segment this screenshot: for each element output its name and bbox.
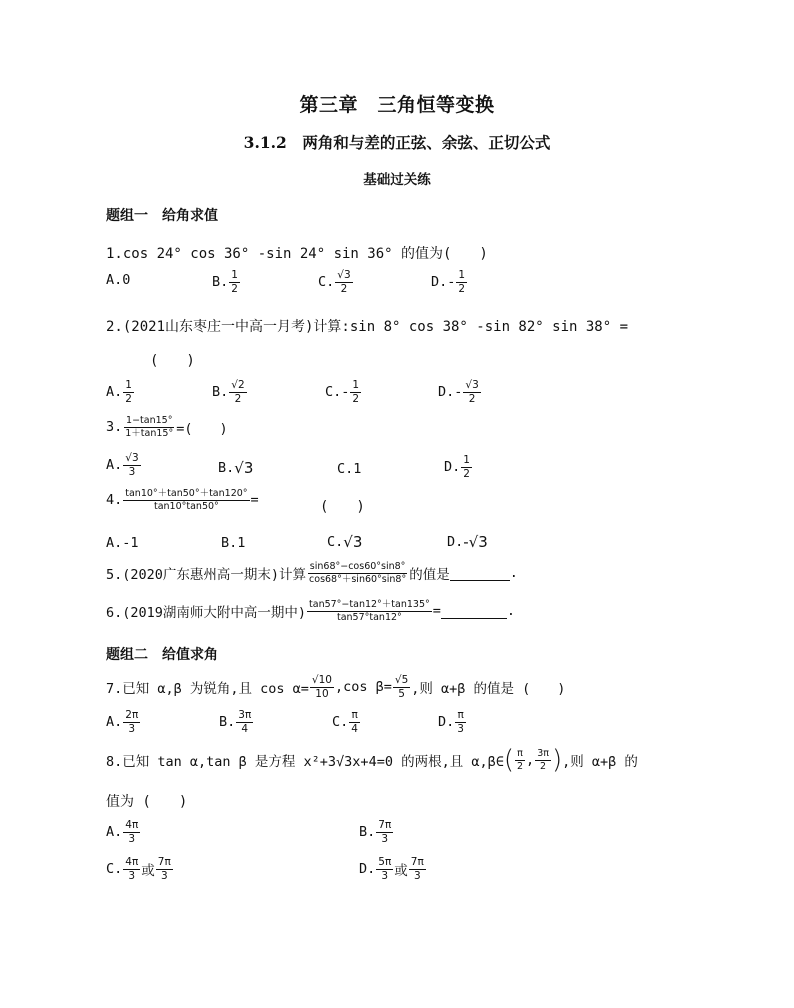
fraction: $\frac{√2}{2}$ — [231, 379, 245, 405]
question-8-line2: 值为 ( ) — [106, 794, 188, 810]
chapter-title: 第三章 三角恒等变换 — [299, 94, 495, 116]
q3-option-d: D. $\frac{1}{2}$ — [444, 454, 470, 480]
question-5-stem: 5.(2020广东惠州高一期末)计算 $\frac{\sin 68^\circ-\cos 60^\circ\sin 8^\circ}{\cos 68^\circ+\sin 60^\circ\sin 8^\circ}$ 的值是 . — [106, 561, 518, 585]
fraction: $\frac{5\pi}{3}$ — [378, 856, 392, 882]
fraction: $\frac{1}{2}$ — [352, 379, 360, 405]
q2-option-a: A. $\frac{1}{2}$ — [106, 379, 132, 405]
q2-option-c: C. - $\frac{1}{2}$ — [325, 379, 360, 405]
fraction: $\frac{√10}{10}$ — [311, 674, 332, 700]
section-title: 3.1.2 两角和与差的正弦、余弦、正切公式 — [243, 133, 551, 152]
fraction: $\frac{\pi}{3}$ — [457, 709, 464, 735]
q2-option-b: B. $\frac{√2}{2}$ — [212, 379, 245, 405]
question-2-stem: 2.(2021山东枣庄一中高一月考)计算:sin 8° cos 38° -sin 82° sin 38° = — [106, 319, 629, 335]
q3-option-a: A. $\frac{√3}{3}$ — [106, 452, 139, 478]
q1-option-c: C. $\frac{√3}{2}$ — [318, 269, 351, 295]
fraction: $\frac{4\pi}{3}$ — [125, 819, 139, 845]
question-1-stem: 1.cos 24° cos 36° -sin 24° sin 36° 的值为( ) — [106, 246, 488, 262]
q1-option-d: D. - $\frac{1}{2}$ — [431, 269, 466, 295]
fraction: $\frac{\tan 10^\circ+\tan 50^\circ+\tan 120^\circ}{\tan 10^\circ\tan 50^\circ}$ — [125, 488, 248, 512]
q8-option-d: D. $\frac{5\pi}{3}$ 或 $\frac{7\pi}{3}$ — [359, 856, 424, 882]
fraction: $\frac{3\pi}{2}$ — [537, 748, 549, 772]
fraction: $\frac{1}{2}$ — [463, 454, 470, 480]
answer-blank[interactable] — [450, 566, 510, 581]
question-4-stem: 4. $\frac{\tan 10^\circ+\tan 50^\circ+\tan 120^\circ}{\tan 10^\circ\tan 50^\circ}$ = — [106, 488, 259, 512]
q1-option-b: B. $\frac{1}{2}$ — [212, 269, 238, 295]
q3-option-c: C. 1 — [337, 461, 362, 477]
q7-option-a: A. $\frac{2\pi}{3}$ — [106, 709, 139, 735]
fraction: $\frac{4\pi}{3}$ — [125, 856, 139, 882]
q4-option-d: D. -√3 — [447, 533, 488, 551]
fraction: $\frac{7\pi}{3}$ — [378, 819, 392, 845]
q3-option-b: B. √3 — [218, 459, 254, 477]
question-6-stem: 6.(2019湖南师大附中高一期中) $\frac{\tan 57^\circ-\tan 12^\circ+\tan 135^\circ}{\tan 57^\circ\tan 12^\circ}$ = . — [106, 599, 516, 623]
fraction: $\frac{√3}{2}$ — [337, 269, 351, 295]
question-3-stem: 3. $\frac{1-\tan 15^\circ}{1+\tan 15^\circ}$ =( ) — [106, 415, 228, 439]
question-2-paren: ( ) — [150, 353, 195, 369]
fraction: $\frac{\pi}{2}$ — [517, 748, 524, 772]
answer-blank[interactable] — [441, 604, 507, 619]
fraction: $\frac{\tan 57^\circ-\tan 12^\circ+\tan 135^\circ}{\tan 57^\circ\tan 12^\circ}$ — [309, 599, 430, 623]
q8-option-a: A. $\frac{4\pi}{3}$ — [106, 819, 139, 845]
fraction: $\frac{1-\tan 15^\circ}{1+\tan 15^\circ}$ — [125, 415, 174, 439]
fraction: $\frac{7\pi}{3}$ — [410, 856, 424, 882]
group-title-2: 题组二 给值求角 — [106, 647, 218, 663]
q1-option-a: A. 0 — [106, 272, 131, 288]
fraction: $\frac{3\pi}{4}$ — [238, 709, 252, 735]
question-8-stem: 8.已知 tan α,tan β 是方程 x²+3√3x+4=0 的两根,且 α,β∈ ( $\frac{\pi}{2}$ , $\frac{3\pi}{2}$ ) ,则 α+β 的 — [106, 745, 638, 775]
group-title-1: 题组一 给角求值 — [106, 208, 218, 224]
subtitle: 基础过关练 — [363, 172, 431, 188]
question-4-paren: ( ) — [320, 499, 365, 515]
fraction: $\frac{2\pi}{3}$ — [125, 709, 139, 735]
fraction: $\frac{√3}{3}$ — [125, 452, 139, 478]
fraction: $\frac{1}{2}$ — [458, 269, 466, 295]
q7-option-c: C. $\frac{\pi}{4}$ — [332, 709, 358, 735]
fraction: $\frac{7\pi}{3}$ — [157, 856, 171, 882]
fraction: $\frac{1}{2}$ — [231, 269, 238, 295]
question-7-stem: 7.已知 α,β 为锐角,且 cos α= $\frac{√10}{10}$ ,cos β= $\frac{√5}{5}$ ,则 α+β 的值是 ( ) — [106, 674, 566, 700]
fraction: $\frac{\pi}{4}$ — [351, 709, 358, 735]
q7-option-d: D. $\frac{\pi}{3}$ — [438, 709, 464, 735]
q4-option-b: B. 1 — [221, 535, 246, 551]
q2-option-d: D. - $\frac{√3}{2}$ — [438, 379, 479, 405]
q4-option-c: C. √3 — [327, 533, 363, 551]
fraction: $\frac{√5}{5}$ — [394, 674, 409, 700]
q4-option-a: A. -1 — [106, 535, 139, 551]
q8-option-c: C. $\frac{4\pi}{3}$ 或 $\frac{7\pi}{3}$ — [106, 856, 171, 882]
fraction: $\frac{1}{2}$ — [125, 379, 132, 405]
q8-option-b: B. $\frac{7\pi}{3}$ — [359, 819, 392, 845]
fraction: $\frac{√3}{2}$ — [465, 379, 479, 405]
q7-option-b: B. $\frac{3\pi}{4}$ — [219, 709, 252, 735]
fraction: $\frac{\sin 68^\circ-\cos 60^\circ\sin 8^\circ}{\cos 68^\circ+\sin 60^\circ\sin 8^\circ}$ — [309, 561, 407, 585]
